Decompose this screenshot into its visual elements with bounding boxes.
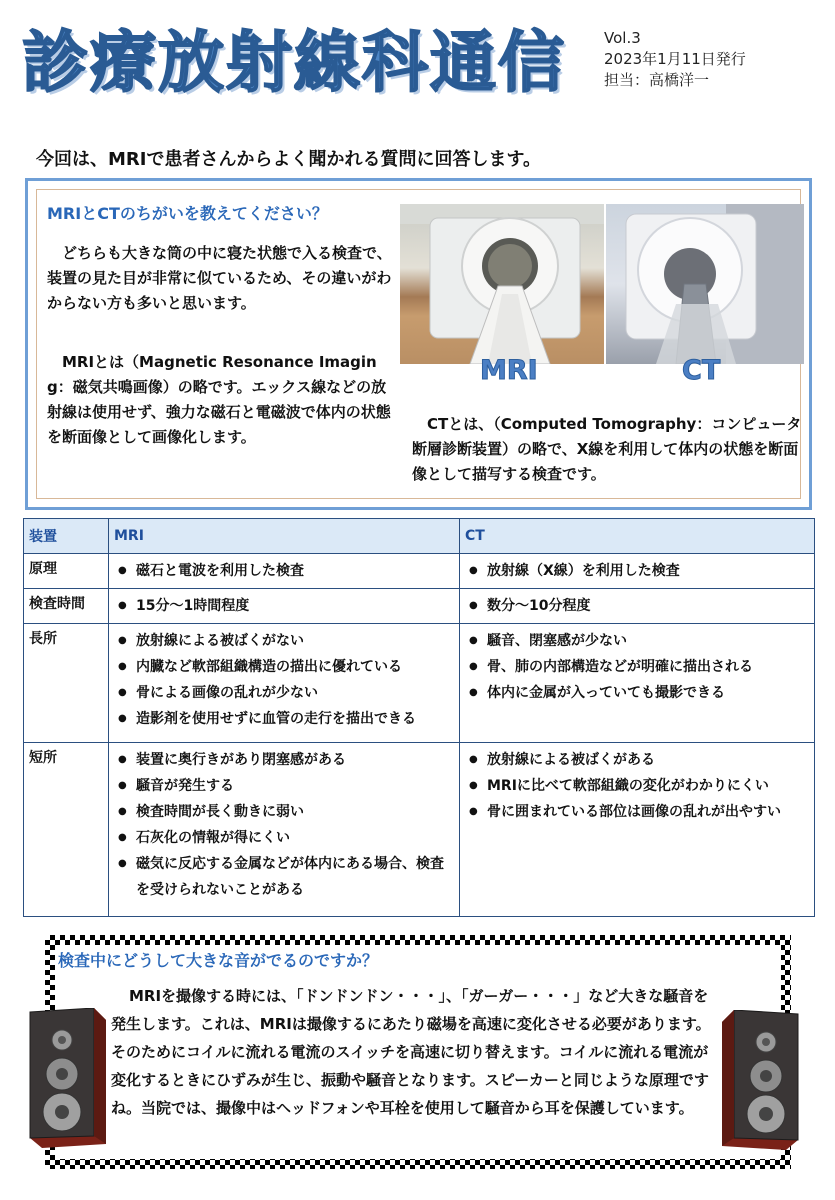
list-item: ● 骨に囲まれている部位は画像の乱れが出やすい [465, 799, 809, 825]
mri-demerits [109, 743, 460, 917]
scanner-photos [400, 204, 804, 364]
answer-para-1: どちらも大きな筒の中に寝た状態で入る検査で、装置の見た目が非常に似ているため、その違いがわからない方も多いと思います。 [47, 244, 392, 312]
list-item: ● 内臓など軟部組織構造の描出に優れている [114, 654, 454, 680]
table-row [24, 589, 815, 624]
answer-para-mri: MRIとは（Magnetic Resonance Imaging：磁気共鳴画像）の略です。エックス線などの放射線は使用せず、強力な磁石と電磁波で体内の状態を断面像として画像化します。 [47, 353, 391, 446]
list-item: ● 装置に奥行きがあり閉塞感がある [114, 747, 454, 773]
list-item: ● 骨、肺の内部構造などが明確に描出される [465, 654, 809, 680]
header-mri: MRI [109, 519, 460, 554]
list-item: ● 磁石と電波を利用した検査 [114, 558, 454, 584]
list-item: ● 造影剤を使用せずに血管の走行を描出できる [114, 706, 454, 732]
ct-label: CT [682, 355, 721, 386]
mri-photo [400, 204, 604, 364]
table-row [24, 554, 815, 589]
volume: Vol.3 [604, 29, 641, 47]
list-item: ● 放射線（X線）を利用した検査 [465, 558, 809, 584]
question-noise: 検査中にどうして大きな音がでるのですか？ [58, 951, 379, 970]
mri-principle [109, 554, 460, 589]
table-header-row [24, 519, 815, 554]
issue-date: 2023年1月11日発行 [604, 50, 746, 68]
list-item: ● 放射線による被ばくがある [465, 747, 809, 773]
author: 担当：高橋洋一 [604, 71, 710, 89]
ct-merits [460, 624, 815, 743]
ct-time [460, 589, 815, 624]
ct-photo [606, 204, 804, 364]
speaker-right-icon [718, 1010, 804, 1150]
list-item: ● 数分〜10分程度 [465, 593, 809, 619]
row-label-merits: 長所 [24, 624, 109, 743]
mri-merits [109, 624, 460, 743]
list-item: ● 磁気に反応する金属などが体内にある場合、検査を受けられないことがある [114, 851, 454, 903]
comparison-table [23, 518, 815, 917]
list-item: ● 検査時間が長く動きに弱い [114, 799, 454, 825]
intro-text: 今回は、MRIで患者さんからよく聞かれる質問に回答します。 [36, 149, 542, 170]
row-label-demerits: 短所 [24, 743, 109, 917]
header-ct: CT [460, 519, 815, 554]
ct-demerits [460, 743, 815, 917]
issue-meta [604, 28, 746, 91]
answer-noise: MRIを撮像する時には、「ドンドンドン・・・」、「ガーガー・・・」など大きな騒音を発生します。これは、MRIは撮像するにあたり磁場を高速に変化させる必要があります。そのためにコイルに流れる電流のスイッチを高速に切り替えます。コイルに流れる電流が変化するときにひずみが生じ、振動や騒音となります。スピーカーと同じような原理ですね。当院では、撮像中はヘッドフォンや耳栓を使用して騒音から耳を保護しています。 [111, 987, 711, 1117]
list-item: ● 体内に金属が入っていても撮影できる [465, 680, 809, 706]
row-label-principle: 原理 [24, 554, 109, 589]
speaker-left-icon [24, 1008, 110, 1148]
answer-para-ct: CTとは、（Computed Tomography：コンピュータ断層診断装置）の略で、X線を利用して体内の状態を断面像として描写する検査です。 [412, 415, 802, 483]
table-row [24, 743, 815, 917]
list-item: ● 15分〜1時間程度 [114, 593, 454, 619]
newsletter-title: 診療放射線科通信 [22, 24, 566, 101]
row-label-time: 検査時間 [24, 589, 109, 624]
mri-time [109, 589, 460, 624]
ct-principle [460, 554, 815, 589]
header-device: 装置 [24, 519, 109, 554]
list-item: ● 骨による画像の乱れが少ない [114, 680, 454, 706]
list-item: ● 騒音、閉塞感が少ない [465, 628, 809, 654]
mri-label: MRI [480, 355, 538, 386]
question-mri-ct: MRIとCTのちがいを教えてください？ [47, 204, 328, 223]
list-item: ● 騒音が発生する [114, 773, 454, 799]
list-item: ● 放射線による被ばくがない [114, 628, 454, 654]
list-item: ● MRIに比べて軟部組織の変化がわかりにくい [465, 773, 809, 799]
table-row [24, 624, 815, 743]
list-item: ● 石灰化の情報が得にくい [114, 825, 454, 851]
